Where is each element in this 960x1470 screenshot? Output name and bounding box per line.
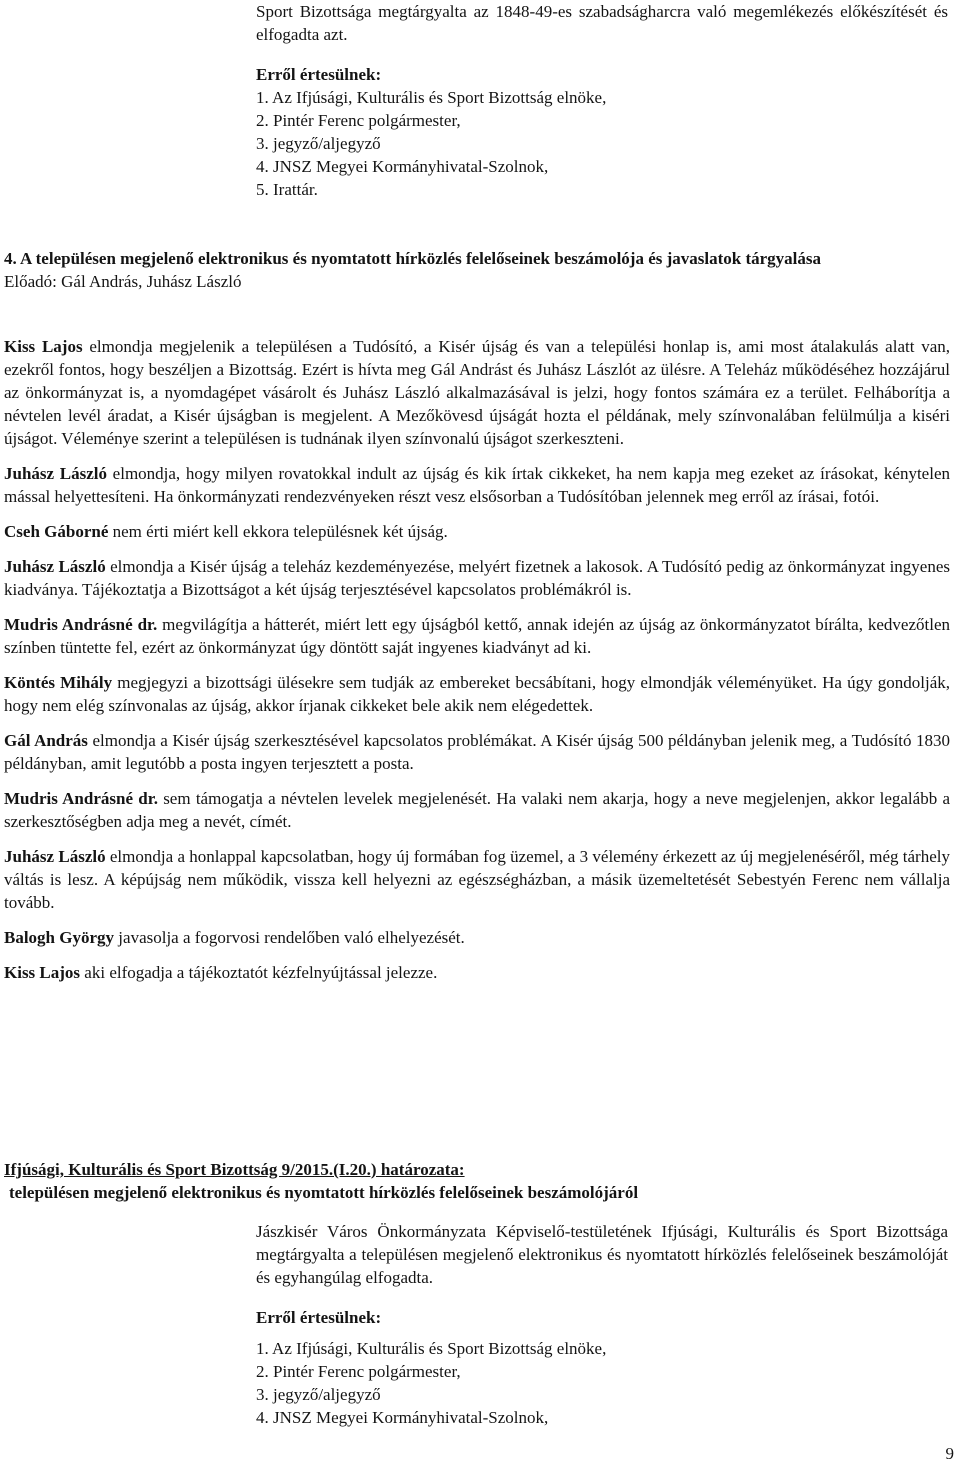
discussion-paragraph [4,845,950,914]
speaker-name: Kiss Lajos [4,337,83,356]
resolution-text: Jászkisér Város Önkormányzata Képviselő-testületének Ifjúsági, Kulturális és Sport Bizottsága megtárgyalta a településen megjelenő elektronikus és nyomtatott hírközlés felelőseinek beszámolóját és egyhangúlag elfogadta. [256,1222,948,1287]
speaker-text: megjegyzi a bizottsági ülésekre sem tudják az embereket becsábítani, hogy elmondják véleményüket. Ha úgy gondolják, hogy nem elég színvonalas az újság, akkor írjanak cikkeket bele akik nem elégedettek. [4,673,950,715]
speaker-text: elmondja megjelenik a településen a Tudósító, a Kisér újság és van a települési honlap is, ami most átalakulás alatt van, ezekről fontos, hogy beszéljen a Bizottság. Ezért is hívta meg Gál Andrást és Juhász Lászlót az ülésre. A Teleház működéséhez hozzájárul az önkormányzat is, a nyomdagépet vásárolt és Juhász László alkalmazásával is jelzi, hogy fontos számára ez a terület. Felháborítja a névtelen levél áradat, a Kisér újságban is megjelent. A Mezőkövesd újságát hozta el példának, mely színvonalában felülmúlja a kiséri újságot. Véleménye szerint a településen is tudnának ilyen színvonalú újságot szerkeszteni. [4,337,950,448]
discussion-paragraph [4,335,950,450]
speaker-name: Mudris Andrásné dr. [4,615,158,634]
discussion-paragraph [4,520,950,543]
discussion-paragraph [4,729,950,775]
speaker-text: aki elfogadja a tájékoztatót kézfelnyújtással jelezze. [80,963,438,982]
speaker-name: Juhász László [4,464,107,483]
speaker-text: elmondja a Kisér újság szerkesztésével kapcsolatos problémákat. A Kisér újság 500 példányban jelenik meg, a Tudósító 1830 példányban, amit legutóbb a posta ingyen terjesztett a posta. [4,731,950,773]
resolution-header [4,1158,950,1204]
discussion-paragraph [4,555,950,601]
top-resolution-text: Sport Bizottsága megtárgyalta az 1848-49-es szabadságharcra való megemlékezés előkészítését és elfogadta azt. [256,2,948,44]
discussion-paragraph [4,926,950,949]
top-notify-heading: Erről értesülnek: [256,65,382,84]
page-number: 9 [945,1444,954,1463]
resolution-subject: településen megjelenő elektronikus és nyomtatott hírközlés felelőseinek beszámolójáról [9,1183,639,1202]
discussion-paragraph [4,961,950,984]
speaker-name: Köntés Mihály [4,673,113,692]
top-resolution-block [256,0,948,201]
list-item: 4. JNSZ Megyei Kormányhivatal-Szolnok, [256,1408,549,1427]
discussion-paragraph [4,462,950,508]
speaker-name: Mudris Andrásné dr. [4,789,158,808]
list-item: 1. Az Ifjúsági, Kulturális és Sport Bizottság elnöke, [256,88,607,107]
discussion [4,335,950,996]
speaker-name: Gál András [4,731,88,750]
list-item: 2. Pintér Ferenc polgármester, [256,111,461,130]
speaker-name: Juhász László [4,557,106,576]
speaker-text: elmondja a Kisér újság a teleház kezdeményezése, melyért fizetnek a lakosok. A Tudósító pedig az önkormányzat ingyenes kiadványa. Tájékoztatja a Bizottságot a két újság terjesztésével kapcsolatos problémákról is. [4,557,950,599]
speaker-name: Kiss Lajos [4,963,81,982]
list-item: 5. Irattár. [256,180,318,199]
list-item: 3. jegyző/aljegyző [256,1385,381,1404]
agenda-title: 4. A településen megjelenő elektronikus és nyomtatott hírközlés felelőseinek beszámolója és javaslatok tárgyalása [4,249,822,268]
speaker-text: elmondja, hogy milyen rovatokkal indult az újság és kik írtak cikkeket, ha nem kapja meg ezeket az írásokat, kénytelen mással helyettesíteni. Ha önkormányzati rendezvényeken részt vesz elsősorban a Tudósítóban jelennek meg erről az írásai, fotói. [4,464,950,506]
speaker-text: megvilágítja a hátterét, miért lett egy újságból kettő, annak idején az újság az önkormányzatot bírálta, kedvezőtlen színben tüntette fel, ezért az önkormányzat úgy döntött saját ingyenes kiadványt ad ki. [4,615,951,657]
speaker-name: Balogh György [4,928,115,947]
agenda-item [4,247,950,293]
discussion-paragraph [4,787,950,833]
resolution-notify-heading: Erről értesülnek: [256,1308,382,1327]
resolution-notify-list [256,1337,948,1429]
speaker-text: sem támogatja a névtelen levelek megjelenését. Ha valaki nem akarja, hogy a neve megjelenjen, akkor legalább a szerkesztőségben adja meg a nevét, címét. [4,789,950,831]
list-item: 4. JNSZ Megyei Kormányhivatal-Szolnok, [256,157,549,176]
list-item: 2. Pintér Ferenc polgármester, [256,1362,461,1381]
discussion-paragraph [4,613,950,659]
agenda-presenters: Előadó: Gál András, Juhász László [4,272,242,291]
resolution-heading: Ifjúsági, Kulturális és Sport Bizottság 9/2015.(I.20.) határozata: [4,1160,465,1179]
top-notify-list [256,86,948,201]
list-item: 3. jegyző/aljegyző [256,134,381,153]
speaker-text: elmondja a honlappal kapcsolatban, hogy új formában fog üzemel, a 3 vélemény érkezett az új megjelenéséről, még tárhely váltás is lesz. A képújság nem működik, vissza kell helyezni az egészségházban, a másik üzemeltetését Sebestyén Ferenc nem vállalja tovább. [4,847,950,912]
list-item: 1. Az Ifjúsági, Kulturális és Sport Bizottság elnöke, [256,1339,607,1358]
speaker-name: Cseh Gáborné [4,522,109,541]
resolution-body [256,1220,948,1429]
speaker-text: javasolja a fogorvosi rendelőben való elhelyezését. [114,928,465,947]
discussion-paragraph [4,671,950,717]
speaker-text: nem érti miért kell ekkora településnek két újság. [108,522,448,541]
speaker-name: Juhász László [4,847,106,866]
